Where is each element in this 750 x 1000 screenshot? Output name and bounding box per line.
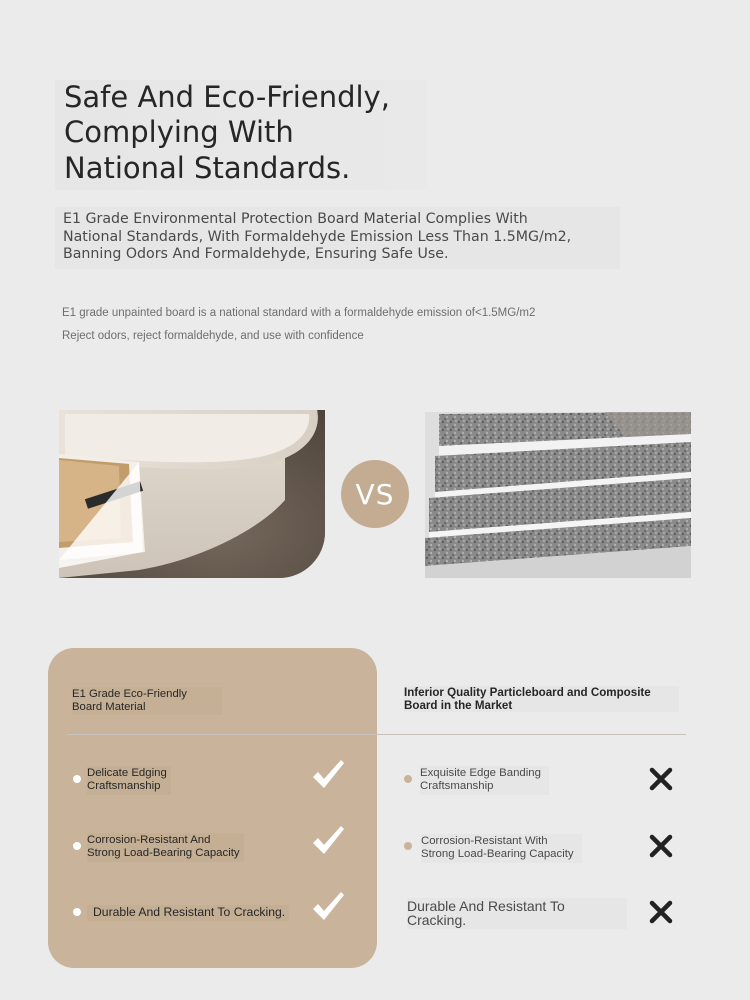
headline-line-1: Safe And Eco-Friendly, <box>64 80 390 114</box>
vs-badge: VS <box>341 460 409 528</box>
note-line-1: E1 grade unpainted board is a national standard with a formaldehyde emission of<1.5MG/m2 <box>62 307 536 319</box>
inferior-board-header-line-2: Board in the Market <box>404 699 513 712</box>
eco-board-column-header <box>72 687 222 715</box>
eco-feature-edging-line-2: Craftsmanship <box>87 780 161 792</box>
bullet-dot <box>73 842 81 850</box>
inferior-feature-edging-line-1: Exquisite Edge Banding <box>420 767 541 779</box>
subheadline-line-2: National Standards, With Formaldehyde Emission Less Than 1.5MG/m2, <box>63 229 572 245</box>
inferior-feature-corrosion-line-2: Strong Load-Bearing Capacity <box>421 848 574 860</box>
cross-icon <box>648 833 674 859</box>
particleboard-illustration <box>425 412 691 578</box>
eco-board-header-line-1: E1 Grade Eco-Friendly <box>72 688 187 700</box>
eco-feature-edging <box>87 766 171 795</box>
check-icon <box>310 823 346 859</box>
headline-line-2: Complying With <box>64 115 294 149</box>
bullet-dot <box>404 842 412 850</box>
eco-board-header-line-2: Board Material <box>72 701 146 713</box>
eco-feature-durable <box>87 905 289 921</box>
subheadline-line-1: E1 Grade Environmental Protection Board Material Complies With <box>63 211 528 227</box>
inferior-board-header-line-1: Inferior Quality Particleboard and Composite <box>404 686 651 699</box>
subheadline-block <box>55 207 620 269</box>
bullet-dot <box>73 908 81 916</box>
product-photo-cabinet <box>59 410 325 578</box>
subheadline-line-3: Banning Odors And Formaldehyde, Ensuring Safe Use. <box>63 246 449 262</box>
eco-feature-corrosion <box>87 833 244 862</box>
comparison-divider <box>67 734 686 735</box>
check-icon <box>310 889 346 925</box>
headline-line-3: National Standards. <box>64 151 351 185</box>
inferior-board-column-header <box>404 686 679 712</box>
inferior-feature-corrosion <box>421 834 582 863</box>
note-line-2: Reject odors, reject formaldehyde, and use with confidence <box>62 330 364 342</box>
inferior-feature-edging-line-2: Craftsmanship <box>420 780 494 792</box>
headline-block <box>55 80 427 190</box>
eco-feature-edging-line-1: Delicate Edging <box>87 767 167 779</box>
cross-icon <box>648 766 674 792</box>
inferior-feature-corrosion-line-1: Corrosion-Resistant With <box>421 835 548 847</box>
cabinet-illustration <box>59 410 325 578</box>
eco-feature-corrosion-line-1: Corrosion-Resistant And <box>87 834 211 846</box>
inferior-feature-durable <box>407 898 627 929</box>
inferior-feature-durable-line-1: Durable And Resistant To <box>407 898 565 914</box>
check-icon <box>310 757 346 793</box>
bullet-dot <box>73 775 81 783</box>
bullet-dot <box>404 775 412 783</box>
eco-feature-durable-line-1: Durable And Resistant To Cracking. <box>93 905 286 919</box>
inferior-feature-durable-line-2: Cracking. <box>407 912 467 928</box>
product-photo-particleboard <box>425 412 691 578</box>
eco-feature-corrosion-line-2: Strong Load-Bearing Capacity <box>87 847 240 859</box>
cross-icon <box>648 899 674 925</box>
inferior-feature-edging <box>420 766 549 795</box>
